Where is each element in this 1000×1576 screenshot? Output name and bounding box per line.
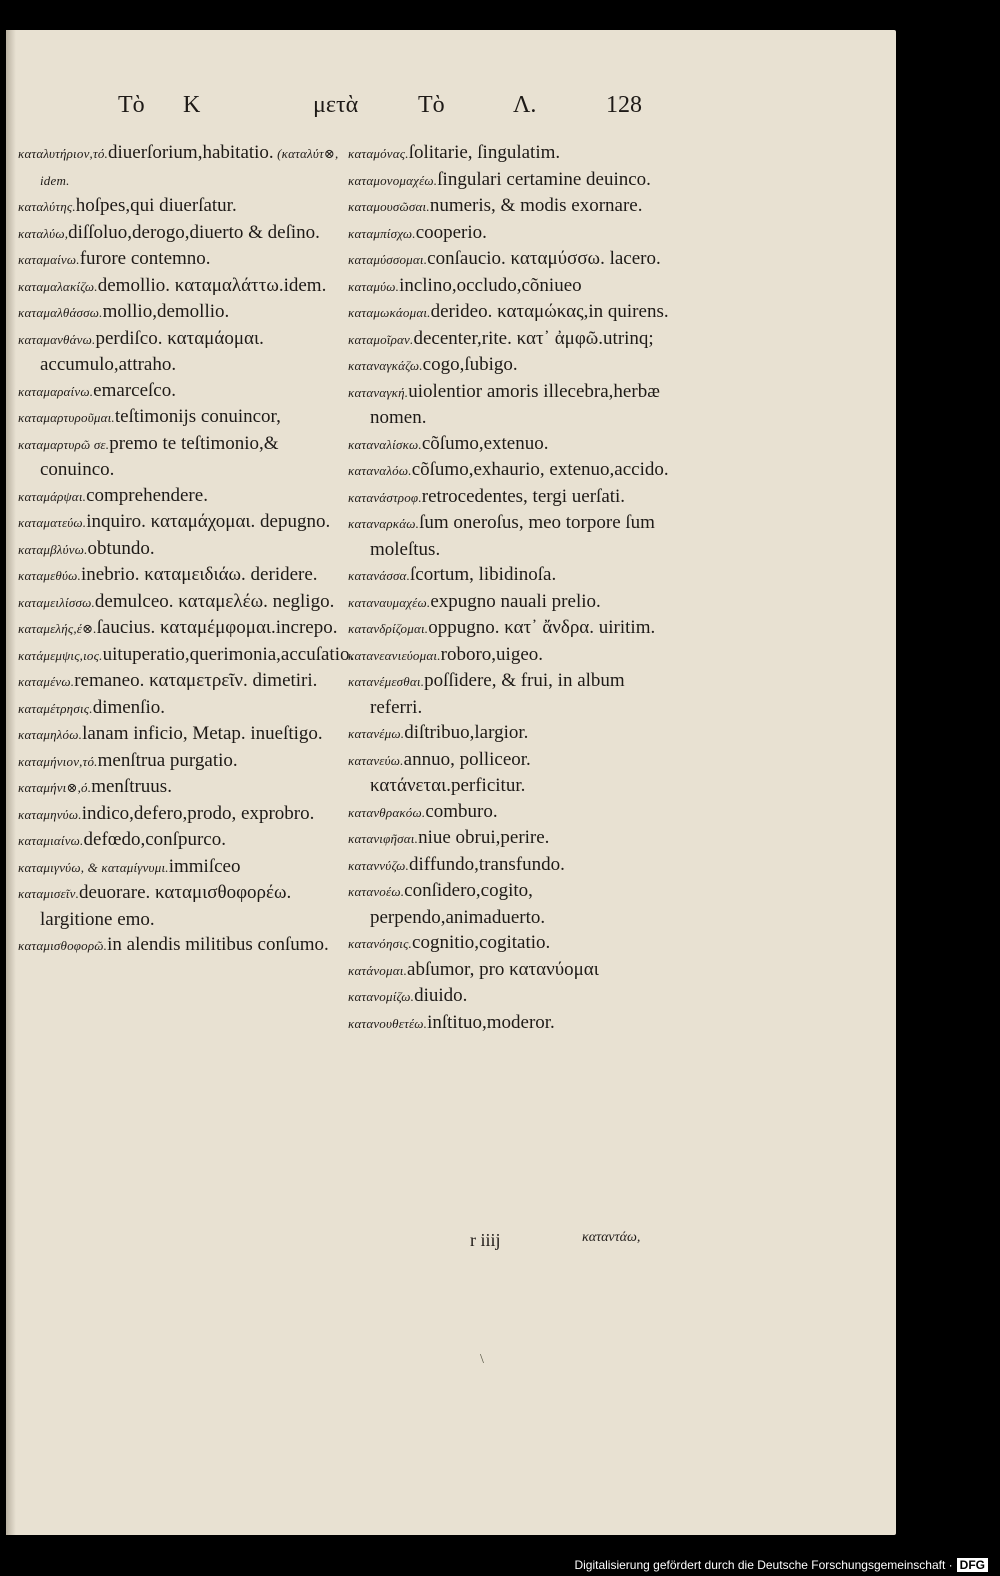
entry-translation: demulceo. καταμελέω. negligo.: [94, 590, 335, 612]
entry-lemma: κατανεύω.: [348, 752, 404, 768]
entry-lemma: καταμηνύω.: [18, 806, 82, 822]
dictionary-entry: [348, 431, 670, 458]
entry-translation: mollio,demollio.: [102, 301, 230, 322]
entry-lemma: κατάνομαι.: [348, 962, 408, 978]
dictionary-entry: [18, 932, 340, 959]
entry-translation: abſumor, pro κατανύομαι: [407, 958, 599, 980]
header-part: μετὰ: [313, 92, 359, 118]
entry-lemma: καταμέτρησις.: [18, 700, 93, 716]
entry-lemma: καταμαρτυροῦμαι.: [18, 410, 115, 425]
entry-lemma: καταμήνιον,τό.: [18, 753, 98, 769]
entry-translation: ſingulari certamine deuinco.: [437, 168, 651, 190]
entry-lemma: κατανεανιεύομαι.: [348, 647, 441, 663]
dictionary-entry: [348, 1010, 670, 1037]
dictionary-entry: [18, 854, 340, 881]
dictionary-entry: [18, 299, 340, 326]
dictionary-entry: [348, 878, 670, 930]
entry-lemma: καταμιαίνω.: [18, 833, 84, 848]
dictionary-entry: [348, 562, 670, 589]
dictionary-entry: [18, 589, 340, 616]
entry-lemma: κατανόησις.: [348, 936, 413, 951]
entry-lemma: καταμεθύω.: [18, 568, 81, 583]
entry-lemma: καταμαλακίζω.: [18, 278, 98, 294]
entry-translation: retrocedentes, tergi uerſati.: [421, 485, 626, 507]
entry-translation: ſcortum, libidinoſa.: [410, 564, 557, 585]
entry-lemma: κατανέμεσθαι.: [348, 674, 425, 689]
entry-translation: premo te teſtimonio,& conuinco.: [40, 432, 279, 480]
entry-translation: perdiſco. καταμάομαι. accumulo,attraho.: [40, 327, 264, 375]
page-spine-shadow: [6, 30, 16, 1535]
header-part: Κ: [183, 92, 201, 118]
dictionary-entry: [18, 880, 340, 932]
entry-lemma: καταμύω.: [348, 278, 400, 294]
dictionary-entry: [18, 220, 340, 247]
dictionary-entry: [18, 721, 340, 748]
left-column: [18, 140, 355, 959]
dictionary-entry: [18, 615, 340, 642]
entry-lemma: καταναλίσκω.: [348, 436, 422, 452]
entry-translation: derideo. καταμώκας,in quirens.: [430, 301, 669, 322]
dictionary-entry: [18, 326, 340, 378]
entry-lemma: καταναρκάω.: [348, 516, 420, 531]
entry-lemma: καταμισεῖν.: [18, 886, 80, 901]
entry-lemma: κατανδρίζομαι.: [348, 621, 429, 636]
entry-translation: cognitio,cogitatio.: [412, 932, 551, 953]
entry-translation: dimenſio.: [92, 696, 165, 718]
entry-translation: diſſoluo,derogo,diuerto & deſino.: [68, 221, 320, 243]
dictionary-entry: [348, 799, 670, 826]
dictionary-entry: [348, 379, 670, 431]
entry-translation: comburo.: [425, 800, 498, 822]
dictionary-entry: [18, 509, 340, 536]
entry-lemma: καταμαραίνω.: [18, 383, 94, 399]
dictionary-entry: [18, 642, 355, 669]
entry-lemma: καταναγκάζω.: [348, 358, 423, 373]
page-number: 128: [606, 92, 642, 118]
entry-lemma: καταμοῖραν.: [348, 331, 414, 347]
dictionary-entry: [348, 299, 670, 326]
entry-translation: decenter,rite. κατ᾽ ἀμφῶ.utrinq;: [413, 327, 654, 349]
signature-mark: r iiij: [470, 1230, 501, 1250]
entry-translation: indico,defero,prodo, exprobro.: [81, 802, 315, 824]
entry-translation: numeris, & modis exornare.: [429, 195, 643, 216]
header-part: Λ.: [513, 92, 537, 118]
entry-translation: cogo,ſubigo.: [422, 354, 518, 375]
dictionary-entry: [348, 352, 670, 379]
dictionary-entry: [18, 140, 340, 193]
right-column: [348, 140, 670, 1036]
entry-lemma: καταμηλόω.: [18, 727, 83, 742]
entry-lemma: καταμένω.: [18, 674, 75, 689]
entry-lemma: κατανέμω.: [348, 726, 405, 741]
dictionary-entry: [18, 193, 340, 220]
entry-lemma: καταμάρψαι.: [18, 488, 87, 504]
entry-translation: inebrio. καταμειδιάω. deridere.: [80, 564, 318, 585]
entry-lemma: καταλύω,: [18, 225, 69, 241]
entry-lemma: καταννύζω.: [348, 857, 409, 873]
dictionary-entry: [18, 748, 340, 775]
entry-translation: cõſumo,exhaurio, extenuo,accido.: [411, 459, 669, 480]
entry-lemma: καταναυμαχέω.: [348, 594, 431, 610]
entry-lemma: καταμουσῶσαι.: [348, 199, 430, 214]
dictionary-entry: [348, 589, 670, 616]
stray-mark: \: [480, 1352, 484, 1367]
dictionary-entry: [348, 246, 670, 273]
entry-translation: expugno nauali prelio.: [430, 590, 601, 612]
entry-translation: roboro,uigeo.: [440, 643, 544, 665]
entry-lemma: καταλυτήριον,τό.: [18, 146, 108, 161]
entry-translation: obtundo.: [87, 537, 155, 559]
dictionary-entry: [18, 483, 340, 510]
entry-translation: immiſceo: [168, 855, 241, 877]
entry-translation: diſtribuo,largior.: [404, 722, 529, 743]
entry-lemma: καταμιγνύω, & καταμίγνυμι.: [18, 859, 169, 875]
dictionary-entry: [348, 326, 670, 353]
dictionary-entry: [348, 615, 670, 642]
dictionary-entry: [348, 825, 670, 852]
entry-lemma: κατανιφῆσαι.: [348, 831, 419, 846]
dictionary-entry: [348, 457, 670, 484]
entry-lemma: καταμειλίσσω.: [18, 594, 95, 610]
entry-translation: ſolitarie, ſingulatim.: [408, 142, 561, 163]
dictionary-entry: [18, 246, 340, 273]
catchword: καταντάω,: [582, 1230, 641, 1245]
dictionary-entry: [348, 747, 670, 799]
entry-translation: uiolentior amoris illecebra,herbæ nomen.: [370, 380, 660, 428]
entry-translation: cooperio.: [415, 221, 487, 243]
entry-lemma: καταμονομαχέω.: [348, 172, 438, 188]
entry-lemma: κατανομίζω.: [348, 989, 415, 1004]
entry-translation: diffundo,transfundo.: [409, 853, 565, 875]
dfg-logo: DFG: [957, 1558, 988, 1572]
dictionary-entry: [348, 930, 670, 957]
entry-translation: demollio. καταμαλάττω.idem.: [97, 274, 327, 296]
running-header: [18, 92, 658, 132]
dictionary-entry: [18, 562, 340, 589]
dictionary-entry: [348, 983, 670, 1010]
entry-translation: deuorare. καταμισθοφορέω. largitione emo.: [40, 882, 292, 930]
entry-lemma: καταλύτης.: [18, 199, 76, 214]
entry-lemma: κατανάσσα.: [348, 568, 411, 583]
entry-translation: menſtrua purgatio.: [97, 749, 238, 771]
header-part: Τὸ: [418, 92, 445, 118]
entry-lemma: καταμαρτυρῶ σε.: [18, 436, 110, 452]
dictionary-entry: [348, 957, 670, 984]
entry-lemma: καταμισθοφορῶ.: [18, 938, 108, 953]
entry-translation: niue obrui,perire.: [418, 827, 550, 848]
entry-lemma: καταμαλθάσσω.: [18, 305, 103, 320]
entry-translation: inſtituo,moderor.: [427, 1011, 555, 1033]
entry-lemma: καταμήνι⊗,ό.: [18, 780, 92, 795]
entry-lemma: κατανουθετέω.: [348, 1015, 428, 1031]
entry-translation: conſidero,cogito, perpendo,animaduerto.: [370, 880, 546, 928]
entry-lemma: καταμανθάνω.: [18, 331, 96, 347]
entry-lemma: κατανάστροφ.: [348, 489, 422, 505]
header-part: Τὸ: [118, 92, 145, 118]
entry-lemma: κατανοέω.: [348, 884, 405, 899]
credit-text: Digitalisierung gefördert durch die Deutsche Forschungsgemeinschaft ·: [574, 1558, 953, 1572]
entry-translation: inquiro. καταμάχομαι. depugno.: [86, 511, 331, 532]
entry-translation: poſſidere, & frui, in album referri.: [370, 670, 625, 718]
entry-lemma: καταμελής,έ⊗.: [18, 621, 97, 636]
entry-lemma: καταμύσσομαι.: [348, 252, 428, 267]
dictionary-entry: [18, 378, 340, 405]
entry-translation: uituperatio,querimonia,accuſatio.: [102, 643, 355, 665]
dictionary-entry: [18, 695, 340, 722]
entry-translation: oppugno. κατ᾽ ἄνδρα. uiritim.: [428, 617, 656, 638]
dictionary-entry: [348, 273, 670, 300]
dictionary-entry: [18, 827, 340, 854]
dictionary-entry: [18, 536, 340, 563]
entry-translation: comprehendere.: [86, 484, 208, 506]
dictionary-entry: [18, 431, 340, 483]
entry-translation: remaneo. καταμετρεῖν. dimetiri.: [74, 670, 318, 691]
entry-translation: diuido.: [414, 985, 468, 1006]
entry-lemma: καταμαίνω.: [18, 252, 80, 267]
entry-lemma: κατανθρακόω.: [348, 804, 426, 820]
entry-translation: diuerſorium,habitatio.: [108, 142, 274, 163]
page-footer: [470, 1230, 690, 1258]
entry-lemma: κατάμεμψις,ιος.: [18, 647, 103, 663]
dictionary-entry: [348, 484, 670, 511]
dictionary-entry: [18, 774, 340, 801]
dictionary-entry: [348, 220, 670, 247]
dictionary-entry: [348, 167, 670, 194]
entry-translation: teſtimonijs conuincor,: [114, 406, 281, 427]
entry-translation: lanam inficio, Metap. inueſtigo.: [82, 723, 323, 744]
dictionary-entry: [348, 193, 670, 220]
entry-translation: cõſumo,extenuo.: [421, 432, 549, 454]
entry-lemma: καταμπίσχω.: [348, 225, 416, 241]
dictionary-entry: [18, 404, 340, 431]
entry-translation: inclino,occludo,cõniueo: [399, 274, 582, 296]
dictionary-entry: [348, 140, 670, 167]
entry-translation: menſtruus.: [91, 776, 172, 797]
entry-lemma: καταναλόω.: [348, 463, 412, 478]
entry-lemma: καταναγκή.: [348, 384, 409, 400]
dictionary-entry: [18, 801, 340, 828]
entry-lemma: καταμωκάομαι.: [348, 305, 431, 320]
dictionary-entry: [348, 852, 670, 879]
entry-translation: ſum oneroſus, meo torpore ſum moleſtus.: [370, 512, 655, 560]
dictionary-entry: [348, 668, 670, 720]
digitization-credit: [574, 1558, 988, 1572]
entry-lemma: καταμόνας.: [348, 146, 409, 161]
entry-translation: furore contemno.: [79, 248, 211, 269]
entry-translation: hoſpes,qui diuerſatur.: [75, 195, 237, 216]
entry-translation: in alendis militibus conſumo.: [107, 934, 329, 955]
dictionary-entry: [18, 668, 340, 695]
dictionary-entry: [18, 273, 340, 300]
entry-lemma: καταματεύω.: [18, 515, 87, 530]
dictionary-entry: [348, 510, 670, 562]
dictionary-entry: [348, 720, 670, 747]
entry-translation: emarceſco.: [93, 379, 176, 401]
dictionary-entry: [348, 642, 670, 669]
entry-translation: conſaucio. καταμύσσω. lacero.: [427, 248, 661, 269]
entry-lemma: καταμβλύνω.: [18, 541, 88, 557]
entry-translation: ſaucius. καταμέμφομαι.increpo.: [96, 617, 338, 638]
entry-extra: (καταλύτ⊗, idem.: [40, 146, 339, 188]
entry-translation: annuo, polliceor. κατάνεται.perficitur.: [370, 748, 531, 796]
entry-translation: defœdo,conſpurco.: [83, 829, 226, 850]
